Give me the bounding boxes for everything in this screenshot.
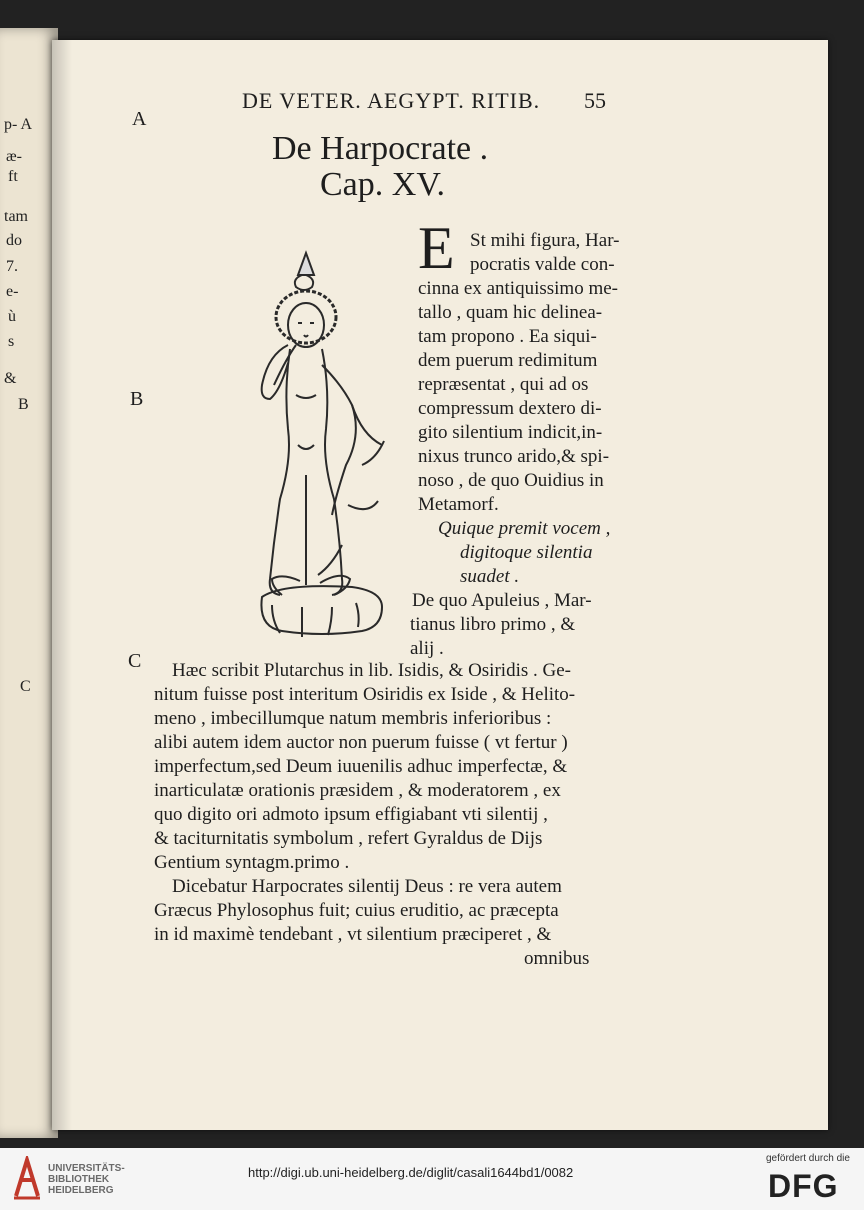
library-line: UNIVERSITÄTS- <box>48 1163 125 1174</box>
page-gutter-shadow <box>52 40 72 1130</box>
text-line: Græcus Phylosophus fuit; cuius eruditio, ac præcepta <box>154 900 559 921</box>
fragment: B <box>18 396 29 413</box>
quote-line: Quique premit vocem , <box>438 518 611 539</box>
running-title: DE VETER. AEGYPT. RITIB. <box>242 88 541 113</box>
text-line: noso , de quo Ouidius in <box>418 470 604 491</box>
fragment: ft <box>8 168 18 185</box>
quote-line: suadet . <box>460 566 520 587</box>
text-line: tianus libro primo , & <box>410 614 576 635</box>
text-line: tam propono . Ea siqui- <box>418 326 597 347</box>
chapter-title: De Harpocrate . <box>272 130 489 167</box>
text-line: Metamorf. <box>418 494 499 515</box>
text-line: St mihi figura, Har- <box>470 230 620 251</box>
harpocrates-engraving <box>202 245 412 640</box>
fragment: C <box>20 678 31 695</box>
dropcap: E <box>418 215 455 281</box>
page-number: 55 <box>584 88 606 113</box>
margin-letter-b: B <box>130 388 144 410</box>
text-line: inarticulatæ orationis præsidem , & moderatorem , ex <box>154 780 561 801</box>
fragment: e- <box>6 283 19 300</box>
text-line: Dicebatur Harpocrates silentij Deus : re vera autem <box>172 876 562 897</box>
text-line: gito silentium indicit,in- <box>418 422 603 443</box>
text-line: pocratis valde con- <box>470 254 615 275</box>
fragment: tam <box>4 208 28 225</box>
fragment: ù <box>8 308 16 325</box>
fragment: p- A <box>4 116 32 133</box>
text-line: Gentium syntagm.primo . <box>154 852 350 873</box>
fragment: do <box>6 232 22 249</box>
fragment: & <box>4 370 17 387</box>
library-line: HEIDELBERG <box>48 1185 114 1196</box>
text-line: nixus trunco arido,& spi- <box>418 446 610 467</box>
funding-caption: gefördert durch die <box>766 1153 850 1164</box>
quote-line: digitoque silentia <box>460 542 593 563</box>
text-line: & taciturnitatis symbolum , refert Gyraldus de Dijs <box>154 828 543 849</box>
catchword: omnibus <box>524 948 590 969</box>
text-line: alibi autem idem auctor non puerum fuisse ( vt fertur ) <box>154 732 568 753</box>
text-line: compressum dextero di- <box>418 398 602 419</box>
margin-letter-c: C <box>128 650 142 672</box>
text-line: repræsentat , qui ad os <box>418 374 589 395</box>
text-line: cinna ex antiquissimo me- <box>418 278 618 299</box>
ub-heidelberg-logo-icon <box>12 1156 42 1200</box>
dfg-logo: DFG <box>768 1168 839 1204</box>
text-line: quo digito ori admoto ipsum effigiabant vti silentij , <box>154 804 548 825</box>
previous-page-edge <box>0 28 58 1138</box>
chapter-number: Cap. XV. <box>320 166 445 203</box>
text-line: meno , imbecillumque natum membris inferioribus : <box>154 708 552 729</box>
fragment: æ- <box>6 148 22 165</box>
library-name <box>48 1163 125 1196</box>
text-line: imperfectum,sed Deum iuuenilis adhuc imperfectæ, & <box>154 756 568 777</box>
permalink-url[interactable]: http://digi.ub.uni-heidelberg.de/diglit/casali1644bd1/0082 <box>248 1165 574 1180</box>
text-line: alij . <box>410 638 444 659</box>
fragment: 7. <box>6 258 18 275</box>
book-page <box>52 40 828 1130</box>
text-line: in id maximè tendebant , vt silentium præciperet , & <box>154 924 552 945</box>
fragment: s <box>8 333 15 350</box>
text-line: De quo Apuleius , Mar- <box>412 590 592 611</box>
text-line: dem puerum redimitum <box>418 350 598 371</box>
text-line: Hæc scribit Plutarchus in lib. Isidis, & Osiridis . Ge- <box>172 660 571 681</box>
library-line: BIBLIOTHEK <box>48 1174 110 1185</box>
text-line: nitum fuisse post interitum Osiridis ex Iside , & Helito- <box>154 684 576 705</box>
margin-letter-a: A <box>132 108 147 130</box>
text-line: tallo , quam hic delinea- <box>418 302 603 323</box>
